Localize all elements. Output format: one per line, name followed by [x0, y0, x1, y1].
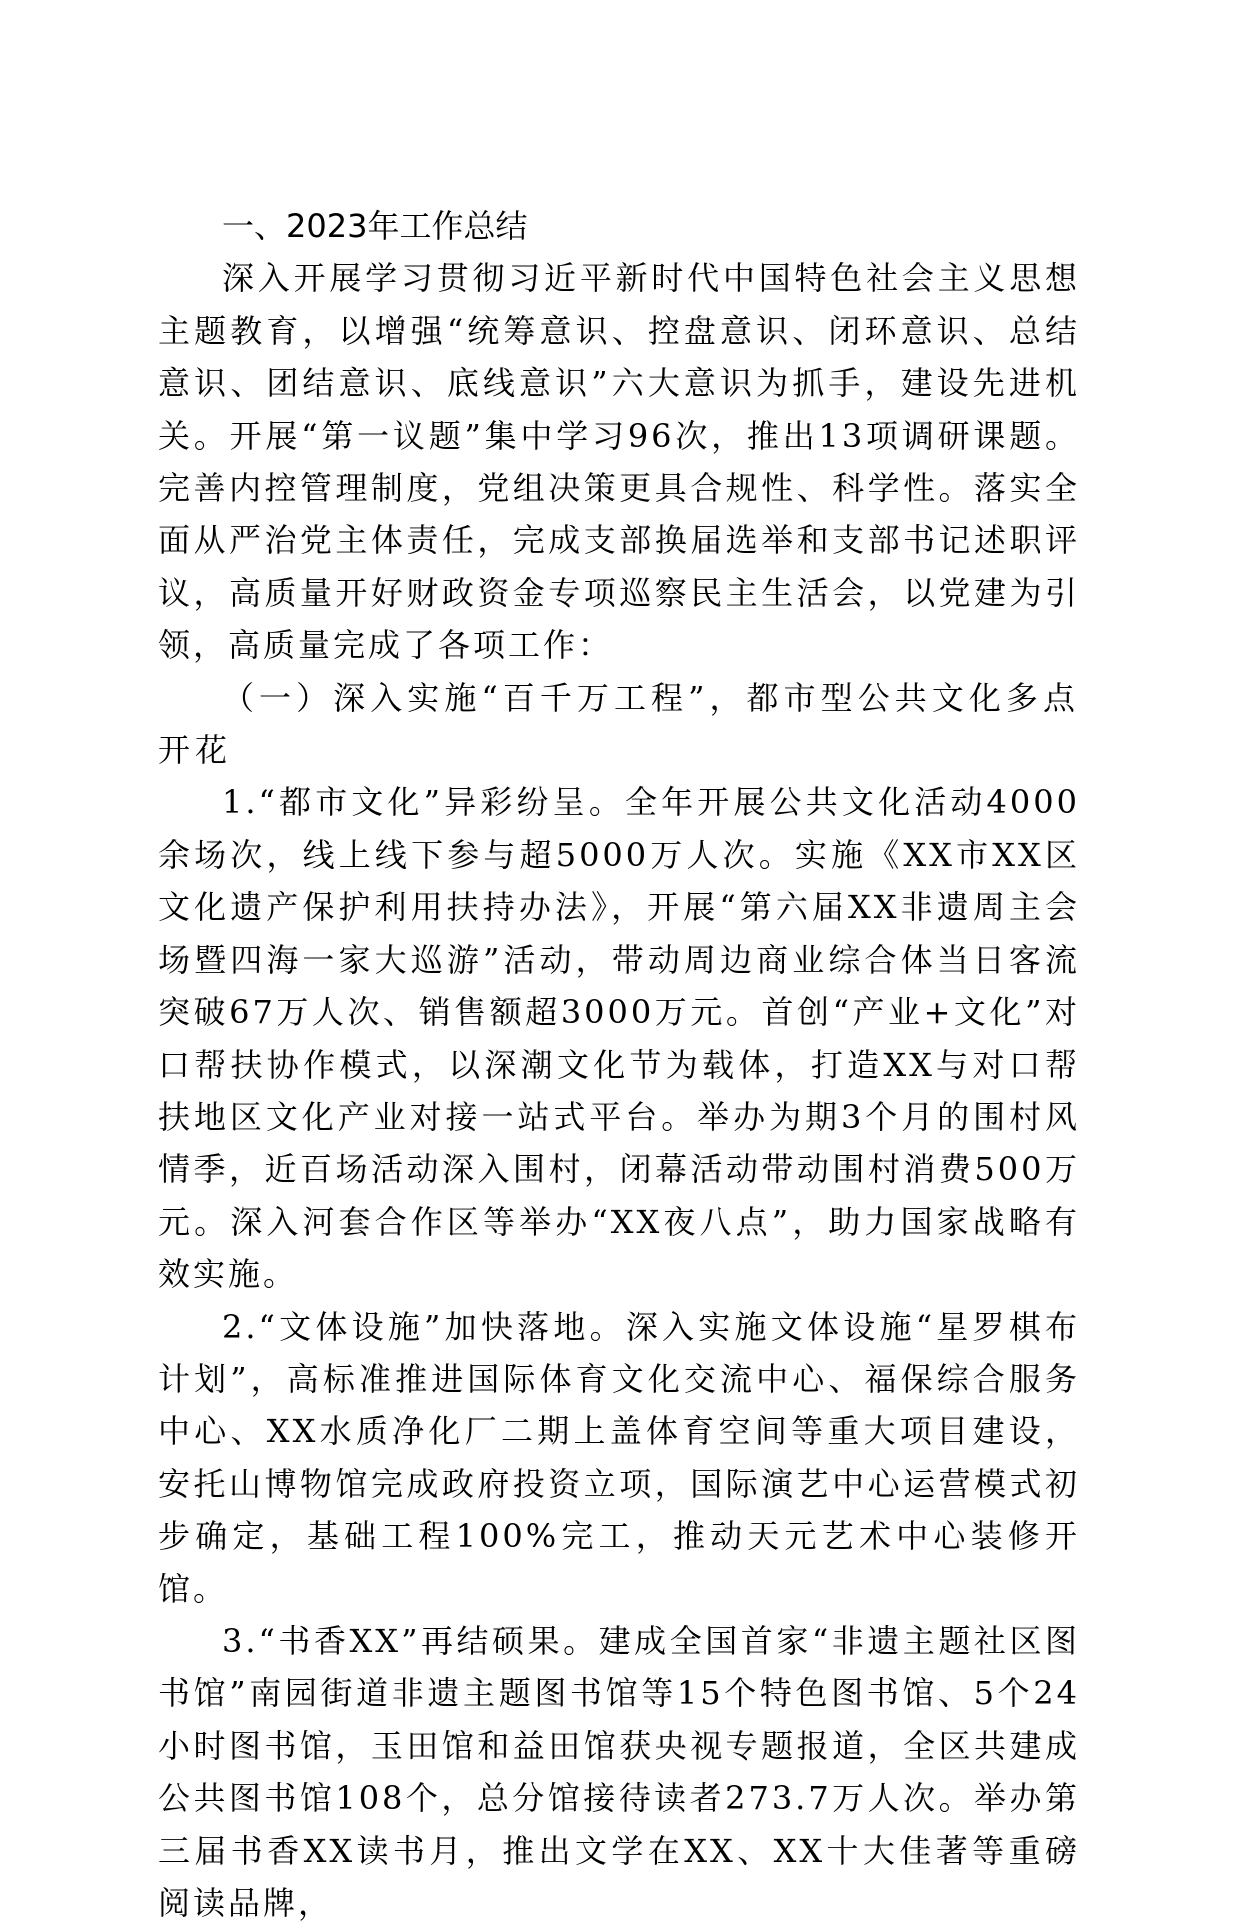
paragraph-urban-culture: 1.“都市文化”异彩纷呈。全年开展公共文化活动4000余场次，线上线下参与超5000万人次。实施《XX市XX区文化遗产保护利用扶持办法》，开展“第六届XX非遗周主会场暨四海一家大巡游”活动，带动周边商业综合体当日客流突破67万人次、销售额超3000万元。首创“产业+文化”对口帮扶协作模式，以深潮文化节为载体，打造XX与对口帮扶地区文化产业对接一站式平台。举办为期3个月的围村风情季，近百场活动深入围村，闭幕活动带动围村消费500万元。深入河套合作区等举办“XX夜八点”，助力国家战略有效实施。: [158, 783, 1080, 1294]
subsection-heading: （一）深入实施“百千万工程”，都市型公共文化多点开花: [158, 678, 1080, 770]
document-body: [158, 200, 1080, 1929]
paragraph-reading-xx: 3.“书香XX”再结硕果。建成全国首家“非遗主题社区图书馆”南园街道非遗主题图书馆等15个特色图书馆、5个24小时图书馆，玉田馆和益田馆获央视专题报道，全区共建成公共图书馆108个，总分馆接待读者273.7万人次。举办第三届书香XX读书月，推出文学在XX、XX十大佳著等重磅阅读品牌，: [158, 1621, 1080, 1922]
paragraph-sports-facilities: 2.“文体设施”加快落地。深入实施文体设施“星罗棋布计划”，高标准推进国际体育文化交流中心、福保综合服务中心、XX水质净化厂二期上盖体育空间等重大项目建设，安托山博物馆完成政府投资立项，国际演艺中心运营模式初步确定，基础工程100%完工，推动天元艺术中心装修开馆。: [158, 1307, 1080, 1608]
section-heading: 一、2023年工作总结: [222, 207, 528, 245]
intro-paragraph: 深入开展学习贯彻习近平新时代中国特色社会主义思想主题教育，以增强“统筹意识、控盘意识、闭环意识、总结意识、团结意识、底线意识”六大意识为抓手，建设先进机关。开展“第一议题”集中学习96次，推出13项调研课题。完善内控管理制度，党组决策更具合规性、科学性。落实全面从严治党主体责任，完成支部换届选举和支部书记述职评议，高质量开好财政资金专项巡察民主生活会，以党建为引领，高质量完成了各项工作：: [158, 259, 1080, 665]
